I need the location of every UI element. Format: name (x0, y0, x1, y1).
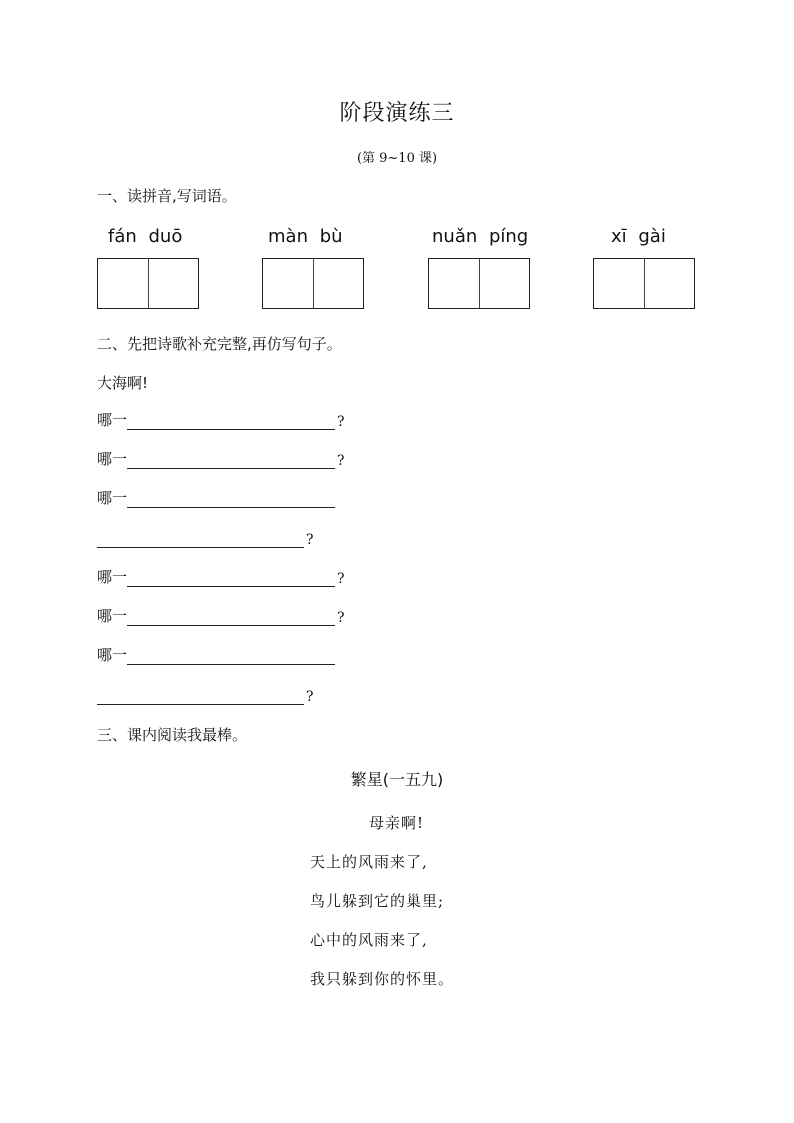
fill-line-2 (97, 447, 345, 469)
answer-grid-3[interactable] (428, 258, 530, 309)
grid-cell[interactable] (594, 259, 644, 308)
poem-line-1: 母亲啊! (369, 814, 425, 832)
poem-line-3: 鸟儿躲到它的巢里; (310, 892, 445, 910)
poem-line-4: 心中的风雨来了, (310, 931, 428, 949)
answer-blank[interactable] (127, 450, 335, 469)
grid-cell[interactable] (644, 259, 695, 308)
grid-cell[interactable] (429, 259, 479, 308)
line-prefix: 哪一 (97, 411, 128, 429)
poem-intro: 大海啊! (97, 374, 149, 392)
fill-line-5 (97, 604, 345, 626)
grid-cell[interactable] (313, 259, 364, 308)
section-1-heading: 一、读拼音,写词语。 (97, 187, 237, 205)
fill-line-3 (97, 486, 335, 508)
section-3-heading: 三、课内阅读我最棒。 (97, 726, 248, 744)
page-title: 阶段演练三 (339, 101, 455, 126)
grid-cell[interactable] (148, 259, 199, 308)
line-prefix: 哪一 (97, 607, 128, 625)
question-mark: ? (337, 414, 345, 430)
grid-cell[interactable] (479, 259, 530, 308)
fill-line-3-continued (97, 526, 314, 548)
pinyin-3: nuǎn píng (432, 226, 529, 247)
section-2-heading: 二、先把诗歌补充完整,再仿写句子。 (97, 335, 342, 353)
answer-blank[interactable] (127, 489, 335, 508)
grid-cell[interactable] (98, 259, 148, 308)
answer-blank[interactable] (127, 607, 335, 626)
poem-line-5: 我只躲到你的怀里。 (310, 970, 455, 988)
pinyin-4: xī gài (611, 226, 666, 247)
answer-grid-4[interactable] (593, 258, 695, 309)
grid-cell[interactable] (263, 259, 313, 308)
answer-blank[interactable] (97, 686, 304, 705)
question-mark: ? (337, 571, 345, 587)
fill-line-6 (97, 643, 335, 665)
fill-line-6-continued (97, 683, 314, 705)
line-prefix: 哪一 (97, 450, 128, 468)
fill-line-1 (97, 408, 345, 430)
poem-title: 繁星(一五九) (350, 770, 444, 789)
line-prefix: 哪一 (97, 646, 128, 664)
answer-blank[interactable] (127, 568, 335, 587)
answer-blank[interactable] (97, 529, 304, 548)
question-mark: ? (337, 610, 345, 626)
answer-grid-1[interactable] (97, 258, 199, 309)
poem-line-2: 天上的风雨来了, (310, 853, 428, 871)
question-mark: ? (337, 453, 345, 469)
pinyin-2: màn bù (268, 226, 343, 247)
question-mark: ? (306, 532, 314, 548)
answer-blank[interactable] (127, 646, 335, 665)
question-mark: ? (306, 689, 314, 705)
fill-line-4 (97, 565, 345, 587)
answer-grid-2[interactable] (262, 258, 364, 309)
pinyin-1: fán duō (108, 226, 183, 247)
answer-blank[interactable] (127, 411, 335, 430)
line-prefix: 哪一 (97, 489, 128, 507)
lesson-range: (第 9~10 课) (356, 151, 438, 166)
line-prefix: 哪一 (97, 568, 128, 586)
